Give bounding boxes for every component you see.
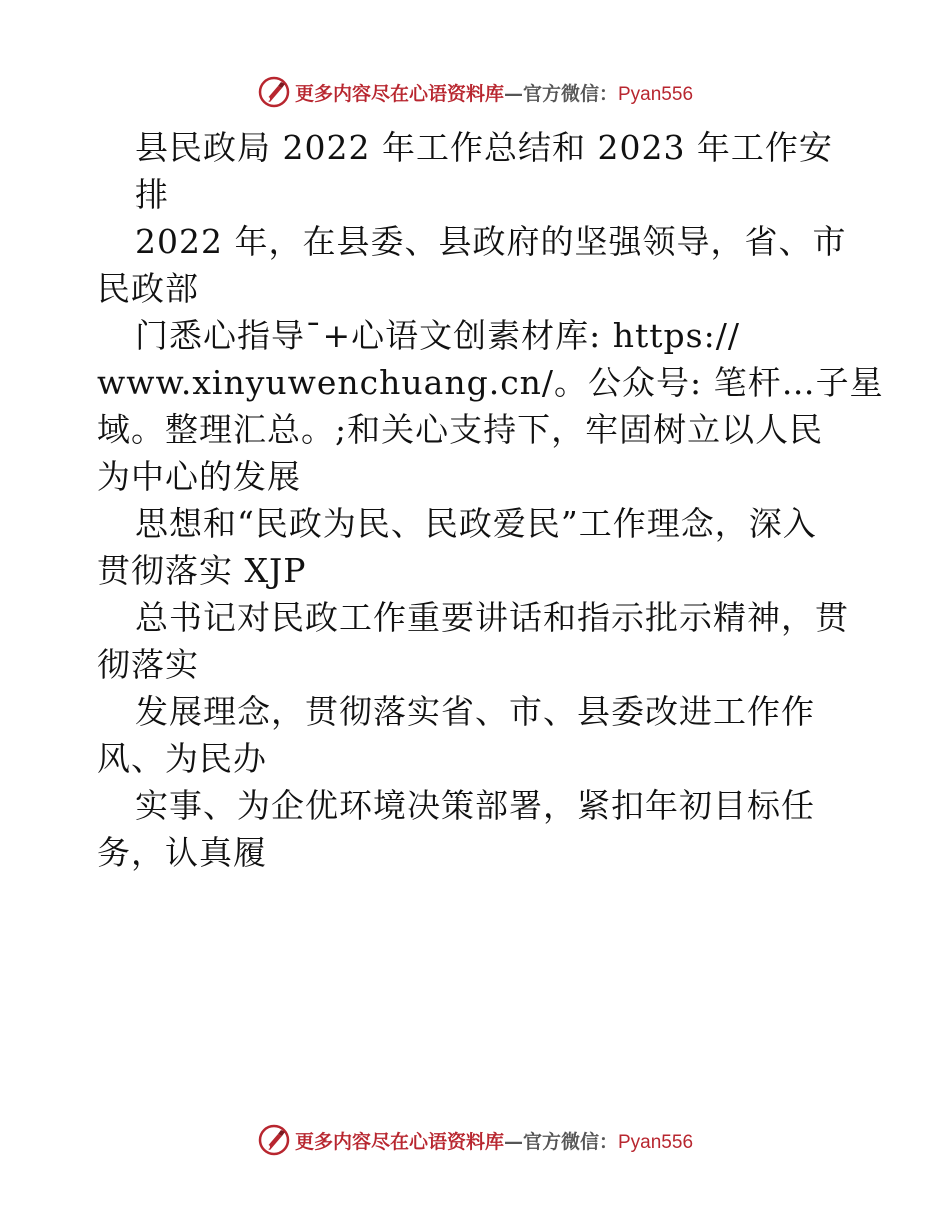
- banner-dash: —: [503, 1130, 523, 1153]
- doc-paragraph-line: 实事、为企优环境决策部署，紧扣年初目标任: [135, 786, 815, 825]
- doc-paragraph-line: 总书记对民政工作重要讲话和指示批示精神，贯: [135, 598, 849, 637]
- pen-logo-icon: [257, 1123, 291, 1157]
- doc-paragraph-line: 发展理念，贯彻落实省、市、县委改进工作作: [135, 692, 815, 731]
- banner-wechat-label: 官方微信：: [522, 1130, 618, 1153]
- doc-paragraph-line: 门悉心指导¯+心语文创素材库: https://: [135, 316, 740, 355]
- doc-paragraph-line: 思想和“民政为民、民政爱民”工作理念，深入: [135, 504, 817, 543]
- banner-wechat-label: 官方微信：: [522, 82, 618, 105]
- document-body: [97, 124, 884, 876]
- banner-promo-text: 更多内容尽在心语资料库: [294, 82, 504, 105]
- footer-watermark-banner: [0, 1120, 950, 1160]
- doc-title-line-2: 排: [135, 175, 169, 214]
- header-watermark-banner: [0, 72, 950, 112]
- doc-paragraph-line: 民政部: [97, 269, 199, 308]
- banner-wechat-id: Pyan556: [618, 1131, 694, 1153]
- doc-paragraph-line: 贯彻落实 XJP: [97, 551, 307, 590]
- doc-title-line-1: 县民政局 2022 年工作总结和 2023 年工作安: [135, 128, 833, 167]
- doc-paragraph-line: www.xinyuwenchuang.cn/。公众号: 笔杆…子星: [97, 363, 884, 402]
- doc-paragraph-line: 为中心的发展: [97, 457, 301, 496]
- pen-logo-icon: [257, 75, 291, 109]
- doc-paragraph-line: 2022 年，在县委、县政府的坚强领导，省、市: [135, 222, 847, 261]
- doc-paragraph-line: 彻落实: [97, 645, 199, 684]
- doc-paragraph-line: 风、为民办: [97, 739, 267, 778]
- doc-paragraph-line: 务，认真履: [97, 833, 267, 872]
- banner-wechat-id: Pyan556: [618, 83, 694, 105]
- doc-paragraph-line: 域。整理汇总。;和关心支持下，牢固树立以人民: [97, 410, 824, 449]
- banner-promo-text: 更多内容尽在心语资料库: [294, 1130, 504, 1153]
- banner-dash: —: [503, 82, 523, 105]
